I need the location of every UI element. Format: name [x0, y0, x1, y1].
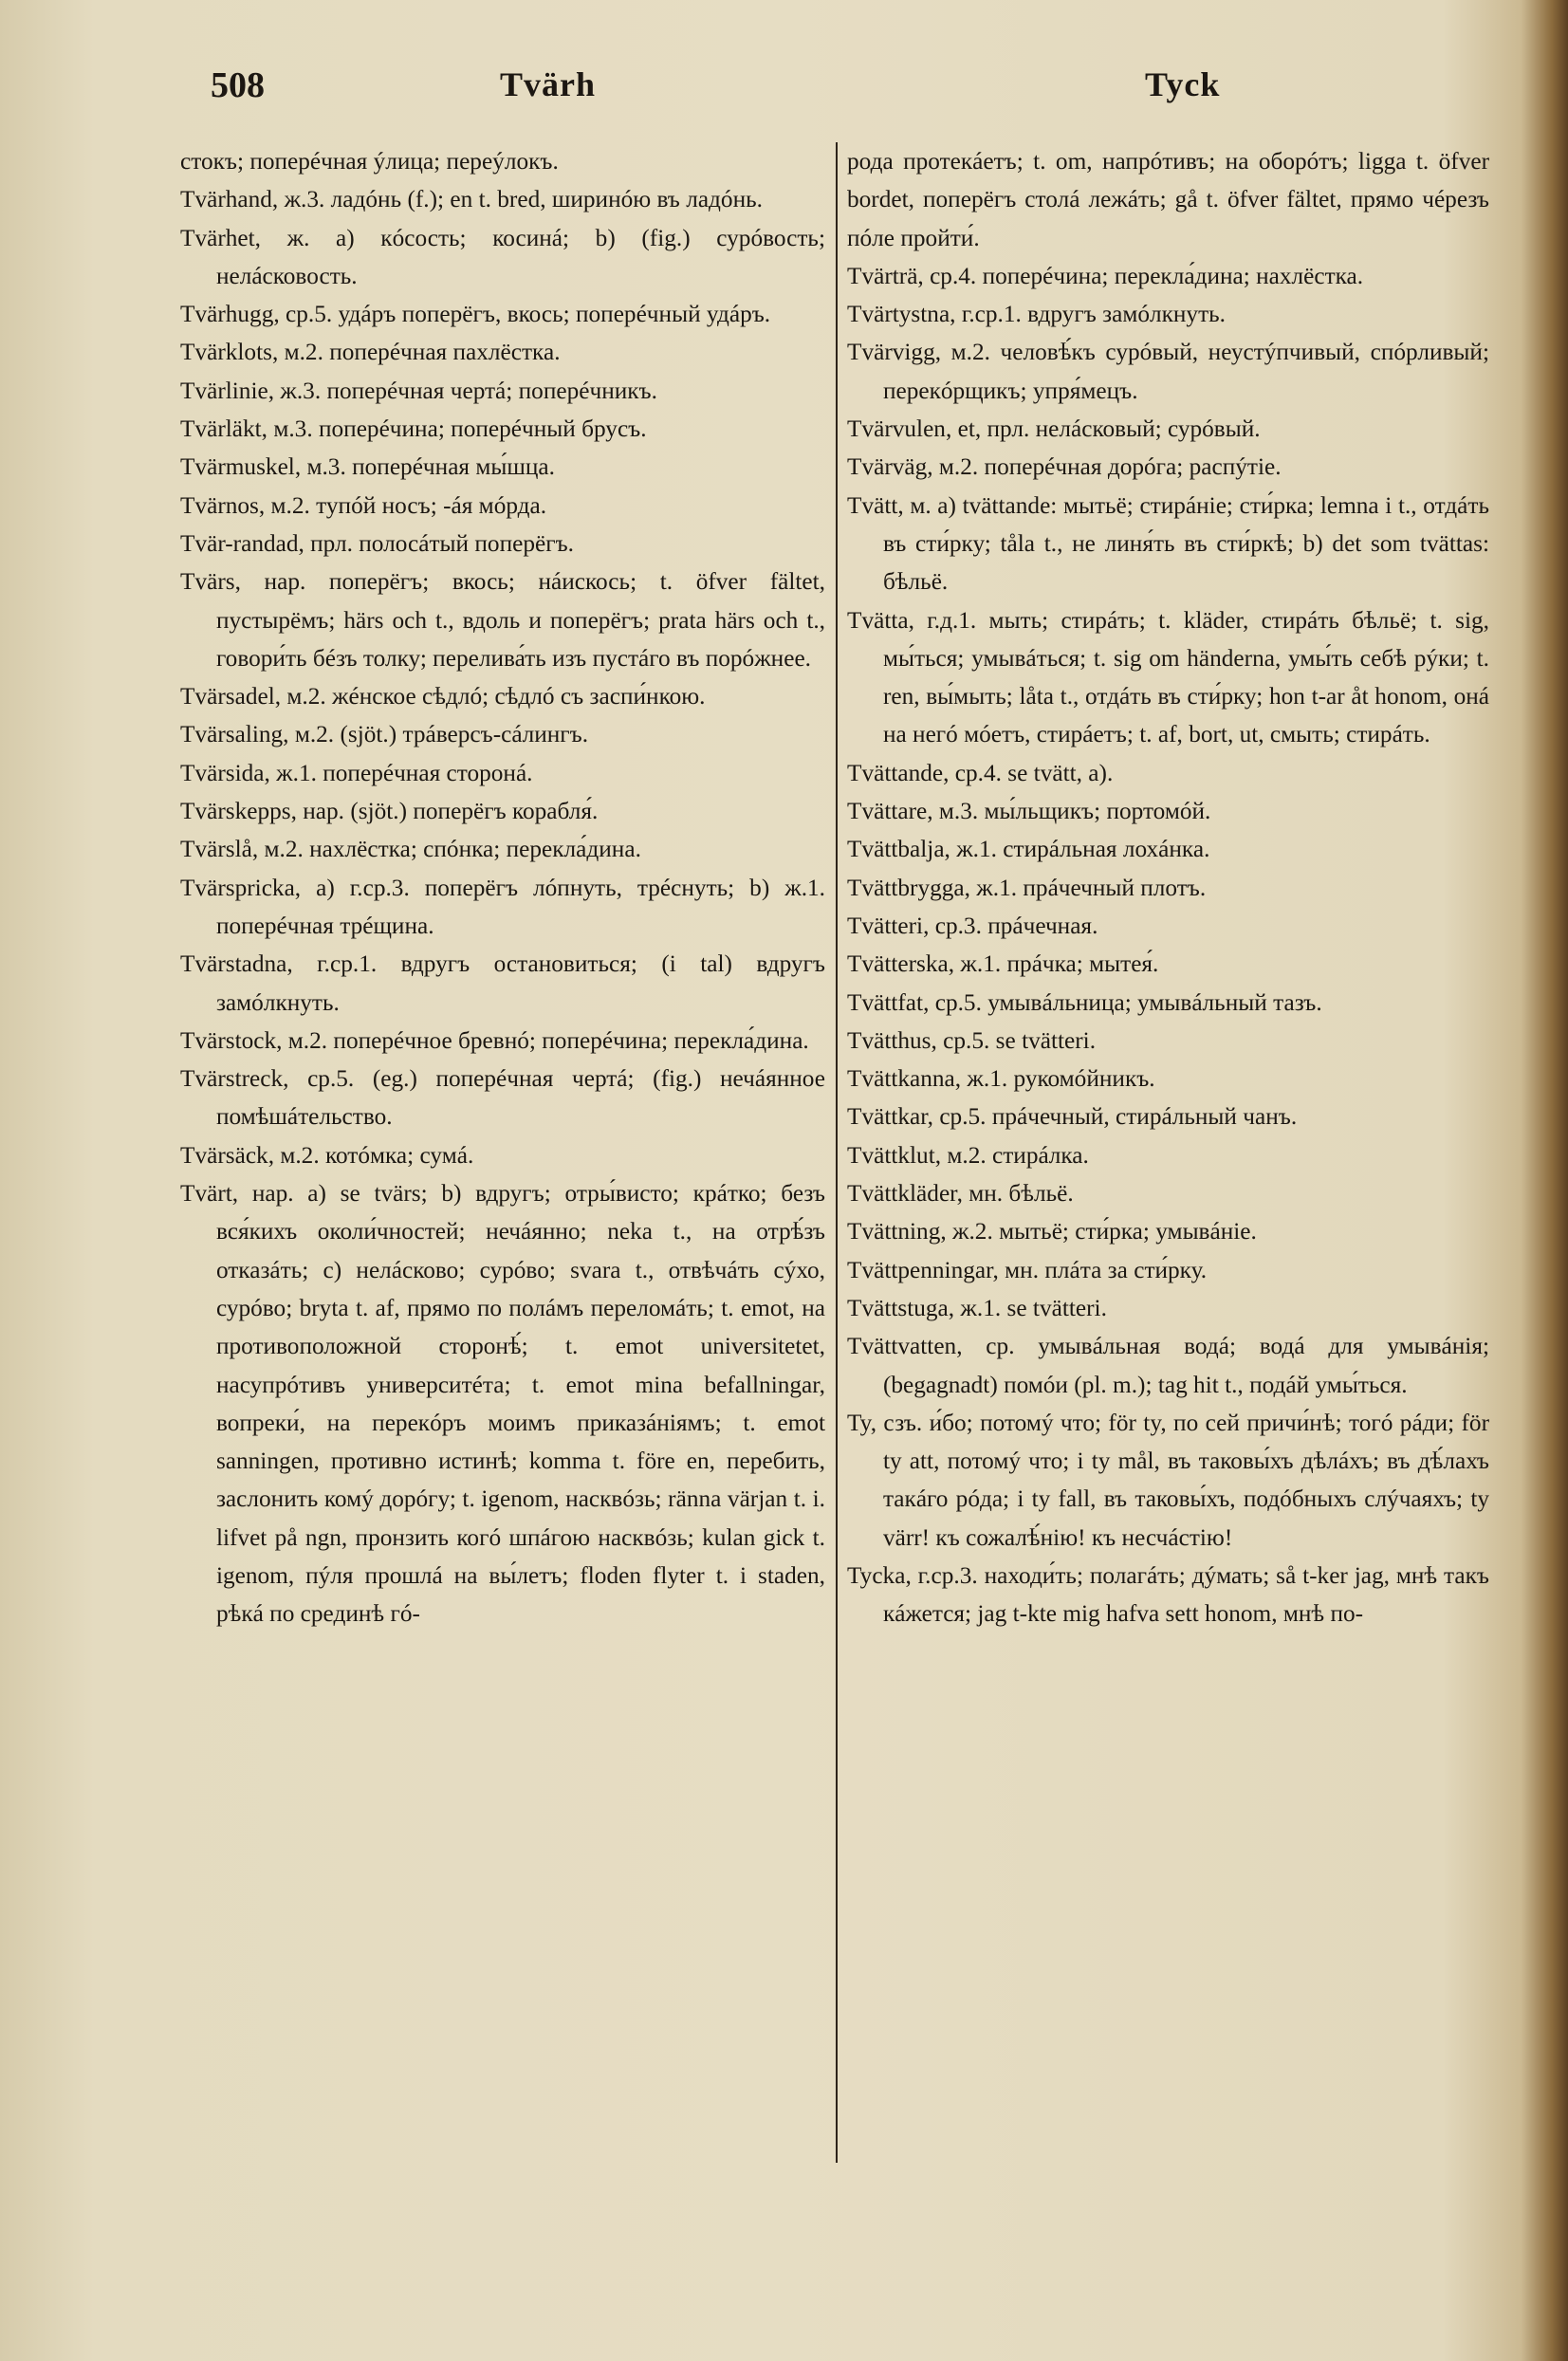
column-divider: [836, 142, 838, 2163]
dictionary-entry: Tycka, г.ср.3. находи́ть; полагáть; дýмать; så t-ker jag, мнѣ такъ кáжется; jag t-kte mig hafva sett honom, мнѣ по-: [847, 1561, 1489, 1628]
left-guide-word: Tvärh: [500, 65, 597, 103]
dictionary-entry: Tvärhugg, ср.5. удáръ поперёгъ, вкось; поперéчный удáръ.: [180, 301, 771, 328]
dictionary-entry: Tvärtystna, г.ср.1. вдругъ замóлкнуть.: [847, 301, 1226, 328]
dictionary-entry: Tvärvulen, et, прл. нелáсковый; сурóвый.: [847, 415, 1261, 443]
right-column: [847, 142, 1489, 1633]
dictionary-entry: Tvätthus, ср.5. se tvätteri.: [847, 1026, 1097, 1054]
dictionary-entry: Tvätterska, ж.1. прáчка; мытея́.: [847, 950, 1159, 978]
dictionary-entry: Tvärvigg, м.2. человѣ́къ сурóвый, неустýпчивый, спóрливый; перекóрщикъ; упря́мецъ.: [847, 339, 1489, 404]
dictionary-entry: Ty, сзъ. и́бо; потомý что; för ty, по сей причи́нѣ; тогó рáди; för ty att, потомý что; i ty mål, въ таковы́хъ дѣлáхъ; въ дѣ́лахъ такáго рóда; i ty fall, въ таковы́хъ, подóбныхъ слýчаяхъ; ty värr! къ сожалѣ́нію! къ несчáстію!: [847, 1409, 1489, 1551]
dictionary-entry: Tvättfat, ср.5. умывáльница; умывáльный тазъ.: [847, 988, 1322, 1016]
page-number: 508: [211, 65, 265, 105]
dictionary-entry: Tvärsaling, м.2. (sjöt.) трáверсъ-сáлингъ.: [180, 721, 589, 748]
dictionary-entry: Tvättklut, м.2. стирáлка.: [847, 1141, 1089, 1169]
dictionary-entry: Tvättkar, ср.5. прáчечный, стирáльный чанъ.: [847, 1103, 1298, 1131]
dictionary-entry: Tvärspricka, a) г.ср.3. поперёгъ лóпнуть, трéснуть; b) ж.1. поперéчная трéщина.: [180, 874, 825, 939]
dictionary-entry: Tvärs, нар. поперёгъ; вкось; нáискось; t. öfver fältet, пустырёмъ; härs och t., вдоль и поперёгъ; prata härs och t., говори́ть бéзъ толку; перелива́ть изъ пустáго въ порóжнее.: [180, 568, 825, 672]
dictionary-entry: Tvärläkt, м.3. поперéчина; поперéчный брусъ.: [180, 415, 647, 443]
dictionary-entry: Tvärsadel, м.2. жéнское сѣдлó; сѣдлó съ заспи́нкою.: [180, 683, 706, 710]
dictionary-entry: Tvär-randad, прл. полосáтый поперёгъ.: [180, 529, 575, 557]
dictionary-entry: Tvättvatten, ср. умывáльная водá; водá для умывáнія; (begagnadt) помóи (pl. m.); tag hit t., подáй умы́ться.: [847, 1333, 1489, 1398]
dictionary-entry: Tvärstock, м.2. поперéчное бревнó; поперéчина; перекла́дина.: [180, 1026, 809, 1054]
dictionary-entry: Tvättare, м.3. мы́льщикъ; портомóй.: [847, 798, 1211, 825]
dictionary-entry: Tvärskepps, нар. (sjöt.) поперёгъ корабля́.: [180, 798, 599, 825]
dictionary-entry: Tvättbrygga, ж.1. прáчечный плотъ.: [847, 874, 1207, 901]
dictionary-entry: Tvättstuga, ж.1. se tvätteri.: [847, 1294, 1107, 1321]
dictionary-entry: Tvärsäck, м.2. котóмка; сумá.: [180, 1141, 474, 1169]
entry-continuation: стокъ; поперéчная ýлица; переýлокъ.: [180, 148, 559, 175]
dictionary-entry: Tvärträ, ср.4. поперéчина; перекла́дина; нахлёстка.: [847, 262, 1364, 289]
dictionary-entry: Tvärlinie, ж.3. поперéчная чертá; поперéчникъ.: [180, 377, 657, 404]
dictionary-entry: Tvättbalja, ж.1. стирáльная лохáнка.: [847, 836, 1210, 863]
dictionary-entry: Tvärhand, ж.3. ладóнь (f.); en t. bred, ширинóю въ ладóнь.: [180, 186, 763, 213]
dictionary-entry: Tvätteri, ср.3. прáчечная.: [847, 912, 1098, 939]
dictionary-entry: Tvättning, ж.2. мытьё; сти́рка; умывáніе.: [847, 1218, 1257, 1245]
dictionary-entry: Tvättkanna, ж.1. рукомóйникъ.: [847, 1065, 1155, 1093]
dictionary-entry: Tvärslå, м.2. нахлёстка; спóнка; перекла́дина.: [180, 836, 641, 863]
dictionary-entry: Tvärstreck, ср.5. (eg.) поперéчная чертá; (fig.) нечáянное помѣшáтельство.: [180, 1065, 825, 1131]
dictionary-entry: Tvättande, ср.4. se tvätt, a).: [847, 759, 1114, 786]
dictionary-entry: Tvärklots, м.2. поперéчная пахлёстка.: [180, 339, 561, 366]
right-guide-word: Tyck: [1145, 65, 1221, 103]
dictionary-entry: Tvärsida, ж.1. поперéчная сторонá.: [180, 759, 533, 786]
dictionary-entry: Tvärhet, ж. a) кóсость; косинá; b) (fig.) сурóвость; нелáсковость.: [180, 224, 825, 289]
page-header: [211, 65, 1282, 121]
dictionary-entry: Tvätt, м. a) tvättande: мытьё; стирáніе; сти́рка; lemna i t., отдáть въ сти́рку; tåla t., не линя́ть въ сти́ркѣ; b) det som tvättas: бѣльё.: [847, 491, 1489, 596]
dictionary-entry: Tvärstadna, г.ср.1. вдругъ остановиться; (i tal) вдругъ замóлкнуть.: [180, 950, 825, 1016]
dictionary-entry: Tvärt, нар. a) se tvärs; b) вдругъ; отры́висто; крáтко; безъ вся́кихъ околи́чностей; нечáянно; neka t., на отрѣ́зъ отказáть; c) нелáсково; сурóво; svara t., отвѣчáть сýхо, сурóво; bryta t. af, прямо по полáмъ переломáть; t. emot, на противоположной сторонѣ́; t. emot universitetet, насупрóтивъ университéта; t. emot mina befallningar, вопреки́, на перекóръ моимъ приказáніямъ; t. emot sanningen, противно истинѣ; komma t. före en, перебить, заслонить комý дорóгу; t. igenom, насквóзь; ränna värjan t. i. lifvet på ngn, пронзить когó шпáгою насквóзь; kulan gick t. igenom, пýля прошлá на вы́летъ; floden flyter t. i staden, рѣкá по срединѣ гó-: [180, 1180, 825, 1628]
left-column: [180, 142, 825, 1633]
dictionary-entry: Tvärväg, м.2. поперéчная дорóга; распýтіе.: [847, 453, 1282, 481]
dictionary-entry: Tvärmuskel, м.3. поперéчная мы́шца.: [180, 453, 555, 481]
entry-continuation: рода протекáетъ; t. om, напрóтивъ; на оборóтъ; ligga t. öfver bordet, поперёгъ столá лежáть; gå t. öfver fältet, прямо чéрезъ пóле пройти́.: [847, 148, 1489, 251]
dictionary-entry: Tvättkläder, мн. бѣльё.: [847, 1180, 1074, 1208]
dictionary-entry: Tvärnos, м.2. тупóй носъ; -áя мóрда.: [180, 491, 547, 519]
dictionary-entry: Tvätta, г.д.1. мыть; стирáть; t. kläder, стирáть бѣльё; t. sig, мы́ться; умывáться; t. sig om händerna, умы́ть себѣ рýки; t. ren, вы́мыть; låta t., отдáть въ сти́рку; hon t-ar åt honom, онá на негó мóетъ, стирáетъ; t. af, bort, ut, смыть; стирáть.: [847, 606, 1489, 748]
dictionary-entry: Tvättpenningar, мн. плáта за сти́рку.: [847, 1256, 1208, 1283]
